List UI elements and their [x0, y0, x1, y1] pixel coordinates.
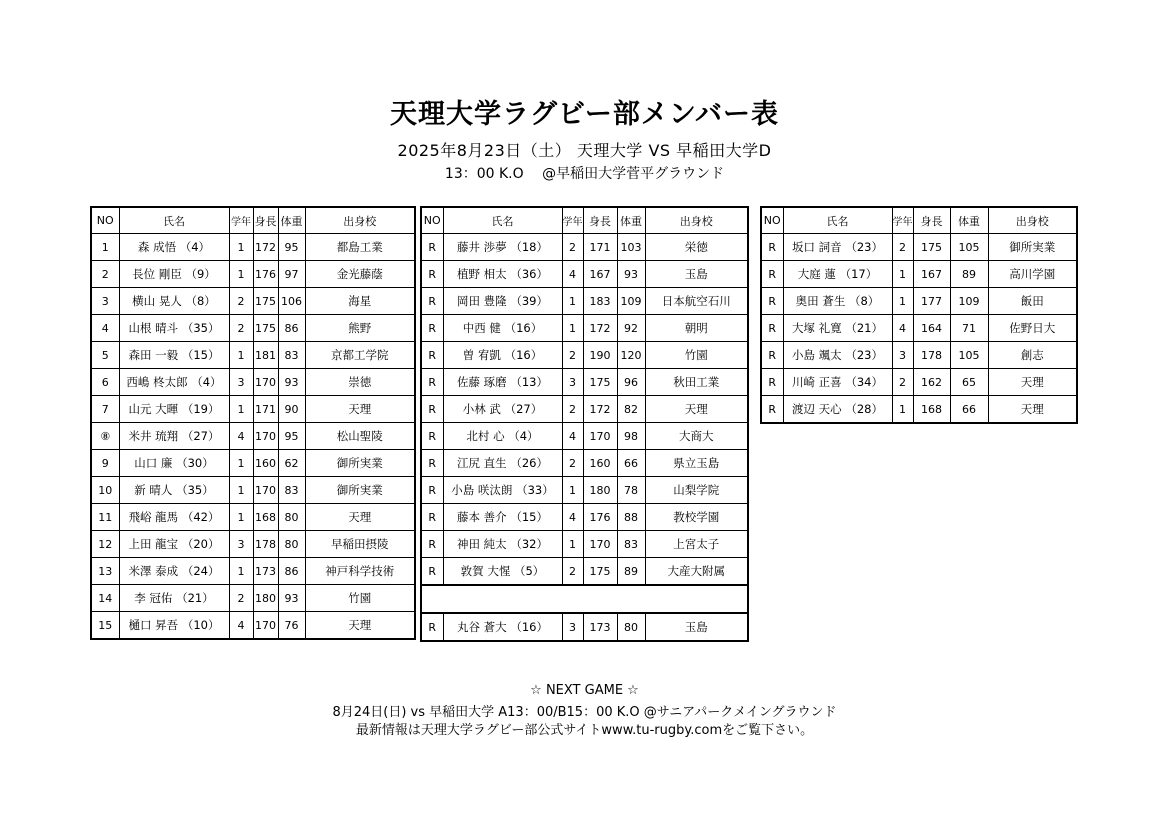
cell-height: 176 [583, 504, 617, 531]
cell-weight: 97 [278, 261, 305, 288]
cell-name: 山根 晴斗 （35） [119, 315, 229, 342]
cell-height: 181 [253, 342, 278, 369]
next-game-label: ☆ NEXT GAME ☆ [530, 683, 639, 698]
cell-year: 2 [229, 585, 253, 612]
cell-name: 江尻 直生 （26） [443, 450, 562, 477]
cell-weight: 80 [278, 531, 305, 558]
cell-no: R [421, 288, 443, 315]
cell-school: 天理 [645, 396, 748, 423]
column-header: 出身校 [988, 207, 1077, 234]
cell-name: 小林 武 （27） [443, 396, 562, 423]
cell-name: 米井 琉翔 （27） [119, 423, 229, 450]
cell-no: R [421, 504, 443, 531]
cell-name: 西嶋 柊太郎 （4） [119, 369, 229, 396]
cell-weight: 120 [617, 342, 645, 369]
cell-height: 168 [913, 396, 950, 424]
table-row [421, 613, 748, 641]
cell-no: 5 [91, 342, 119, 369]
cell-school: 御所実業 [305, 477, 415, 504]
cell-height: 160 [583, 450, 617, 477]
cell-height: 172 [253, 234, 278, 261]
cell-school: 天理 [988, 396, 1077, 424]
cell-weight: 80 [278, 504, 305, 531]
cell-height: 170 [253, 612, 278, 640]
cell-year: 4 [562, 261, 583, 288]
cell-name: 小島 咲汰朗 （33） [443, 477, 562, 504]
cell-height: 172 [583, 396, 617, 423]
cell-school: 教校学園 [645, 504, 748, 531]
table-row [421, 315, 748, 342]
cell-year: 1 [229, 396, 253, 423]
cell-no: R [421, 315, 443, 342]
header-row [91, 207, 415, 234]
cell-no: R [761, 315, 783, 342]
empty-row [421, 585, 748, 613]
cell-weight: 80 [617, 613, 645, 641]
cell-weight: 89 [950, 261, 988, 288]
cell-weight: 95 [278, 423, 305, 450]
column-header: 出身校 [305, 207, 415, 234]
cell-name: 飛峪 龍馬 （42） [119, 504, 229, 531]
cell-no: R [761, 369, 783, 396]
cell-no: 6 [91, 369, 119, 396]
cell-year: 4 [229, 612, 253, 640]
column-header: 体重 [617, 207, 645, 234]
cell-height: 171 [253, 396, 278, 423]
cell-weight: 83 [617, 531, 645, 558]
table-row [91, 369, 415, 396]
table-row [421, 531, 748, 558]
cell-year: 3 [562, 369, 583, 396]
cell-name: 小島 颯太 （23） [783, 342, 892, 369]
cell-weight: 66 [950, 396, 988, 424]
cell-name: 米澤 泰成 （24） [119, 558, 229, 585]
column-header: NO [421, 207, 443, 234]
cell-height: 176 [253, 261, 278, 288]
cell-no: R [421, 558, 443, 586]
cell-year: 1 [229, 558, 253, 585]
table-row [91, 612, 415, 640]
cell-height: 170 [253, 477, 278, 504]
cell-school: 飯田 [988, 288, 1077, 315]
cell-no: R [421, 342, 443, 369]
cell-height: 175 [583, 369, 617, 396]
table-row [91, 288, 415, 315]
cell-name: 中西 健 （16） [443, 315, 562, 342]
cell-school: 崇徳 [305, 369, 415, 396]
cell-height: 172 [583, 315, 617, 342]
table-row [91, 585, 415, 612]
header-row [421, 207, 748, 234]
cell-weight: 109 [950, 288, 988, 315]
cell-name: 敦賀 大惺 （5） [443, 558, 562, 586]
cell-school: 大産大附属 [645, 558, 748, 586]
table-row [91, 504, 415, 531]
cell-height: 170 [583, 531, 617, 558]
reserves-table-b [760, 206, 1078, 424]
kickoff-info: 13：00 K.O @早稲田大学菅平グラウンド [444, 166, 725, 182]
cell-no: R [421, 423, 443, 450]
cell-year: 1 [892, 288, 913, 315]
cell-year: 3 [229, 369, 253, 396]
cell-weight: 98 [617, 423, 645, 450]
cell-height: 162 [913, 369, 950, 396]
cell-year: 1 [229, 504, 253, 531]
cell-weight: 86 [278, 558, 305, 585]
cell-no: 4 [91, 315, 119, 342]
cell-school: 日本航空石川 [645, 288, 748, 315]
table-row [421, 423, 748, 450]
website-info: 最新情報は天理大学ラグビー部公式サイトwww.tu-rugby.comをご覧下さい。 [355, 723, 814, 738]
table-row [761, 369, 1077, 396]
table-row [421, 234, 748, 261]
cell-height: 170 [583, 423, 617, 450]
cell-year: 2 [562, 234, 583, 261]
cell-school: 天理 [988, 369, 1077, 396]
cell-height: 171 [583, 234, 617, 261]
cell-weight: 66 [617, 450, 645, 477]
cell-year: 1 [229, 261, 253, 288]
cell-weight: 105 [950, 234, 988, 261]
match-info: 2025年8月23日（土） 天理大学 VS 早稲田大学D [397, 141, 772, 160]
cell-school: 竹園 [305, 585, 415, 612]
cell-weight: 82 [617, 396, 645, 423]
cell-weight: 105 [950, 342, 988, 369]
table-row [421, 342, 748, 369]
cell-name: 奥田 蒼生 （8） [783, 288, 892, 315]
cell-year: 1 [229, 450, 253, 477]
cell-weight: 92 [617, 315, 645, 342]
cell-weight: 89 [617, 558, 645, 586]
cell-no: R [421, 450, 443, 477]
cell-year: 1 [892, 261, 913, 288]
cell-name: 横山 晃人 （8） [119, 288, 229, 315]
cell-year: 4 [229, 423, 253, 450]
column-header: 学年 [562, 207, 583, 234]
cell-school: 天理 [305, 504, 415, 531]
table-row [421, 288, 748, 315]
cell-weight: 83 [278, 477, 305, 504]
table-row [91, 396, 415, 423]
cell-school: 朝明 [645, 315, 748, 342]
cell-name: 北村 心 （4） [443, 423, 562, 450]
cell-no: 10 [91, 477, 119, 504]
table-row [761, 234, 1077, 261]
cell-no: R [421, 261, 443, 288]
cell-school: 御所実業 [988, 234, 1077, 261]
cell-year: 1 [562, 315, 583, 342]
cell-weight: 78 [617, 477, 645, 504]
cell-year: 1 [229, 342, 253, 369]
cell-no: ⑧ [91, 423, 119, 450]
cell-year: 1 [229, 234, 253, 261]
cell-name: 曽 宥凱 （16） [443, 342, 562, 369]
table-row [761, 288, 1077, 315]
cell-height: 178 [253, 531, 278, 558]
column-header: 氏名 [443, 207, 562, 234]
cell-no: 15 [91, 612, 119, 640]
cell-name: 上田 龍宝 （20） [119, 531, 229, 558]
cell-no: R [421, 477, 443, 504]
cell-year: 4 [892, 315, 913, 342]
cell-height: 170 [253, 423, 278, 450]
cell-height: 180 [253, 585, 278, 612]
cell-school: 秋田工業 [645, 369, 748, 396]
cell-weight: 103 [617, 234, 645, 261]
table-row [91, 423, 415, 450]
column-header: 身長 [583, 207, 617, 234]
cell-name: 長位 剛臣 （9） [119, 261, 229, 288]
cell-no: R [421, 234, 443, 261]
cell-no: 12 [91, 531, 119, 558]
cell-name: 神田 純太 （32） [443, 531, 562, 558]
cell-school: 創志 [988, 342, 1077, 369]
cell-no: R [421, 531, 443, 558]
cell-no: 3 [91, 288, 119, 315]
table-row [421, 261, 748, 288]
cell-no: R [421, 396, 443, 423]
cell-height: 175 [583, 558, 617, 586]
cell-no: 1 [91, 234, 119, 261]
cell-name: 森田 一毅 （15） [119, 342, 229, 369]
cell-school: 海星 [305, 288, 415, 315]
cell-school: 竹園 [645, 342, 748, 369]
cell-weight: 93 [278, 369, 305, 396]
cell-height: 175 [253, 315, 278, 342]
cell-year: 1 [229, 477, 253, 504]
starters-table [90, 206, 416, 640]
cell-name: 坂口 詞音 （23） [783, 234, 892, 261]
cell-no: 14 [91, 585, 119, 612]
table-row [91, 531, 415, 558]
cell-year: 4 [562, 423, 583, 450]
cell-weight: 86 [278, 315, 305, 342]
column-header: 学年 [892, 207, 913, 234]
cell-no: R [761, 261, 783, 288]
cell-weight: 71 [950, 315, 988, 342]
cell-height: 175 [913, 234, 950, 261]
cell-weight: 109 [617, 288, 645, 315]
cell-school: 玉島 [645, 261, 748, 288]
cell-no: R [761, 342, 783, 369]
cell-name: 李 冠佑 （21） [119, 585, 229, 612]
cell-school: 山梨学院 [645, 477, 748, 504]
cell-weight: 90 [278, 396, 305, 423]
table-row [421, 558, 748, 586]
cell-year: 2 [892, 234, 913, 261]
cell-year: 2 [229, 315, 253, 342]
cell-name: 丸谷 蒼大 （16） [443, 613, 562, 641]
cell-height: 167 [583, 261, 617, 288]
table-row [91, 477, 415, 504]
cell-year: 2 [562, 558, 583, 586]
cell-no: 2 [91, 261, 119, 288]
cell-weight: 65 [950, 369, 988, 396]
cell-name: 山口 廉 （30） [119, 450, 229, 477]
table-row [91, 558, 415, 585]
cell-name: 植野 相太 （36） [443, 261, 562, 288]
column-header: 出身校 [645, 207, 748, 234]
cell-school: 熊野 [305, 315, 415, 342]
cell-year: 1 [562, 477, 583, 504]
cell-weight: 96 [617, 369, 645, 396]
page-title: 天理大学ラグビー部メンバー表 [389, 99, 780, 130]
table-row [761, 261, 1077, 288]
cell-school: 栄徳 [645, 234, 748, 261]
table-row [91, 261, 415, 288]
column-header: 体重 [278, 207, 305, 234]
column-header: NO [91, 207, 119, 234]
cell-no: 9 [91, 450, 119, 477]
cell-weight: 62 [278, 450, 305, 477]
cell-year: 1 [562, 531, 583, 558]
cell-school: 玉島 [645, 613, 748, 641]
cell-school: 金光藤蔭 [305, 261, 415, 288]
cell-school: 大商大 [645, 423, 748, 450]
table-row [761, 315, 1077, 342]
cell-height: 175 [253, 288, 278, 315]
cell-school: 早稲田摂陵 [305, 531, 415, 558]
cell-no: 11 [91, 504, 119, 531]
cell-height: 170 [253, 369, 278, 396]
cell-year: 2 [562, 396, 583, 423]
cell-name: 藤本 善介 （15） [443, 504, 562, 531]
table-row [421, 396, 748, 423]
cell-name: 森 成悟 （4） [119, 234, 229, 261]
cell-height: 167 [913, 261, 950, 288]
cell-school: 天理 [305, 396, 415, 423]
cell-year: 2 [562, 450, 583, 477]
cell-name: 山元 大暉 （19） [119, 396, 229, 423]
cell-height: 173 [583, 613, 617, 641]
table-row [421, 585, 748, 613]
cell-name: 樋口 昇吾 （10） [119, 612, 229, 640]
cell-no: R [421, 369, 443, 396]
table-row [761, 396, 1077, 424]
table-row [421, 504, 748, 531]
cell-school: 佐野日大 [988, 315, 1077, 342]
cell-name: 大塚 礼寛 （21） [783, 315, 892, 342]
cell-school: 神戸科学技術 [305, 558, 415, 585]
cell-height: 160 [253, 450, 278, 477]
cell-height: 164 [913, 315, 950, 342]
cell-height: 178 [913, 342, 950, 369]
cell-height: 190 [583, 342, 617, 369]
table-row [91, 342, 415, 369]
cell-no: 13 [91, 558, 119, 585]
cell-height: 177 [913, 288, 950, 315]
cell-no: R [761, 234, 783, 261]
column-header: 体重 [950, 207, 988, 234]
reserves-table-a [420, 206, 749, 642]
cell-school: 御所実業 [305, 450, 415, 477]
cell-name: 渡辺 天心 （28） [783, 396, 892, 424]
table-row [421, 450, 748, 477]
column-header: 氏名 [119, 207, 229, 234]
cell-year: 4 [562, 504, 583, 531]
cell-name: 新 晴人 （35） [119, 477, 229, 504]
cell-name: 大庭 蓮 （17） [783, 261, 892, 288]
cell-school: 天理 [305, 612, 415, 640]
cell-name: 藤井 渉夢 （18） [443, 234, 562, 261]
cell-name: 佐藤 琢磨 （13） [443, 369, 562, 396]
cell-no: R [761, 396, 783, 424]
cell-year: 2 [562, 342, 583, 369]
cell-height: 173 [253, 558, 278, 585]
table-row [421, 369, 748, 396]
cell-school: 高川学園 [988, 261, 1077, 288]
cell-no: R [761, 288, 783, 315]
table-row [91, 450, 415, 477]
cell-no: 7 [91, 396, 119, 423]
cell-no: R [421, 613, 443, 641]
cell-height: 180 [583, 477, 617, 504]
cell-weight: 88 [617, 504, 645, 531]
cell-height: 183 [583, 288, 617, 315]
column-header: 氏名 [783, 207, 892, 234]
cell-weight: 93 [278, 585, 305, 612]
cell-year: 2 [229, 288, 253, 315]
cell-name: 岡田 豊隆 （39） [443, 288, 562, 315]
header-row [761, 207, 1077, 234]
cell-weight: 95 [278, 234, 305, 261]
cell-year: 3 [562, 613, 583, 641]
cell-school: 松山聖陵 [305, 423, 415, 450]
next-game-details: 8月24日(日) vs 早稲田大学 A13：00/B15：00 K.O @サニアパークメイングラウンド [332, 705, 837, 720]
cell-weight: 93 [617, 261, 645, 288]
cell-year: 2 [892, 369, 913, 396]
cell-school: 県立玉島 [645, 450, 748, 477]
cell-year: 1 [892, 396, 913, 424]
cell-height: 168 [253, 504, 278, 531]
cell-weight: 76 [278, 612, 305, 640]
column-header: NO [761, 207, 783, 234]
cell-weight: 83 [278, 342, 305, 369]
cell-name: 川崎 正喜 （34） [783, 369, 892, 396]
table-row [91, 315, 415, 342]
table-row [91, 234, 415, 261]
cell-year: 3 [892, 342, 913, 369]
table-row [761, 342, 1077, 369]
cell-school: 都島工業 [305, 234, 415, 261]
cell-school: 京都工学院 [305, 342, 415, 369]
column-header: 身長 [253, 207, 278, 234]
cell-weight: 106 [278, 288, 305, 315]
cell-year: 1 [562, 288, 583, 315]
cell-school: 上宮太子 [645, 531, 748, 558]
column-header: 身長 [913, 207, 950, 234]
cell-year: 3 [229, 531, 253, 558]
column-header: 学年 [229, 207, 253, 234]
table-row [421, 477, 748, 504]
